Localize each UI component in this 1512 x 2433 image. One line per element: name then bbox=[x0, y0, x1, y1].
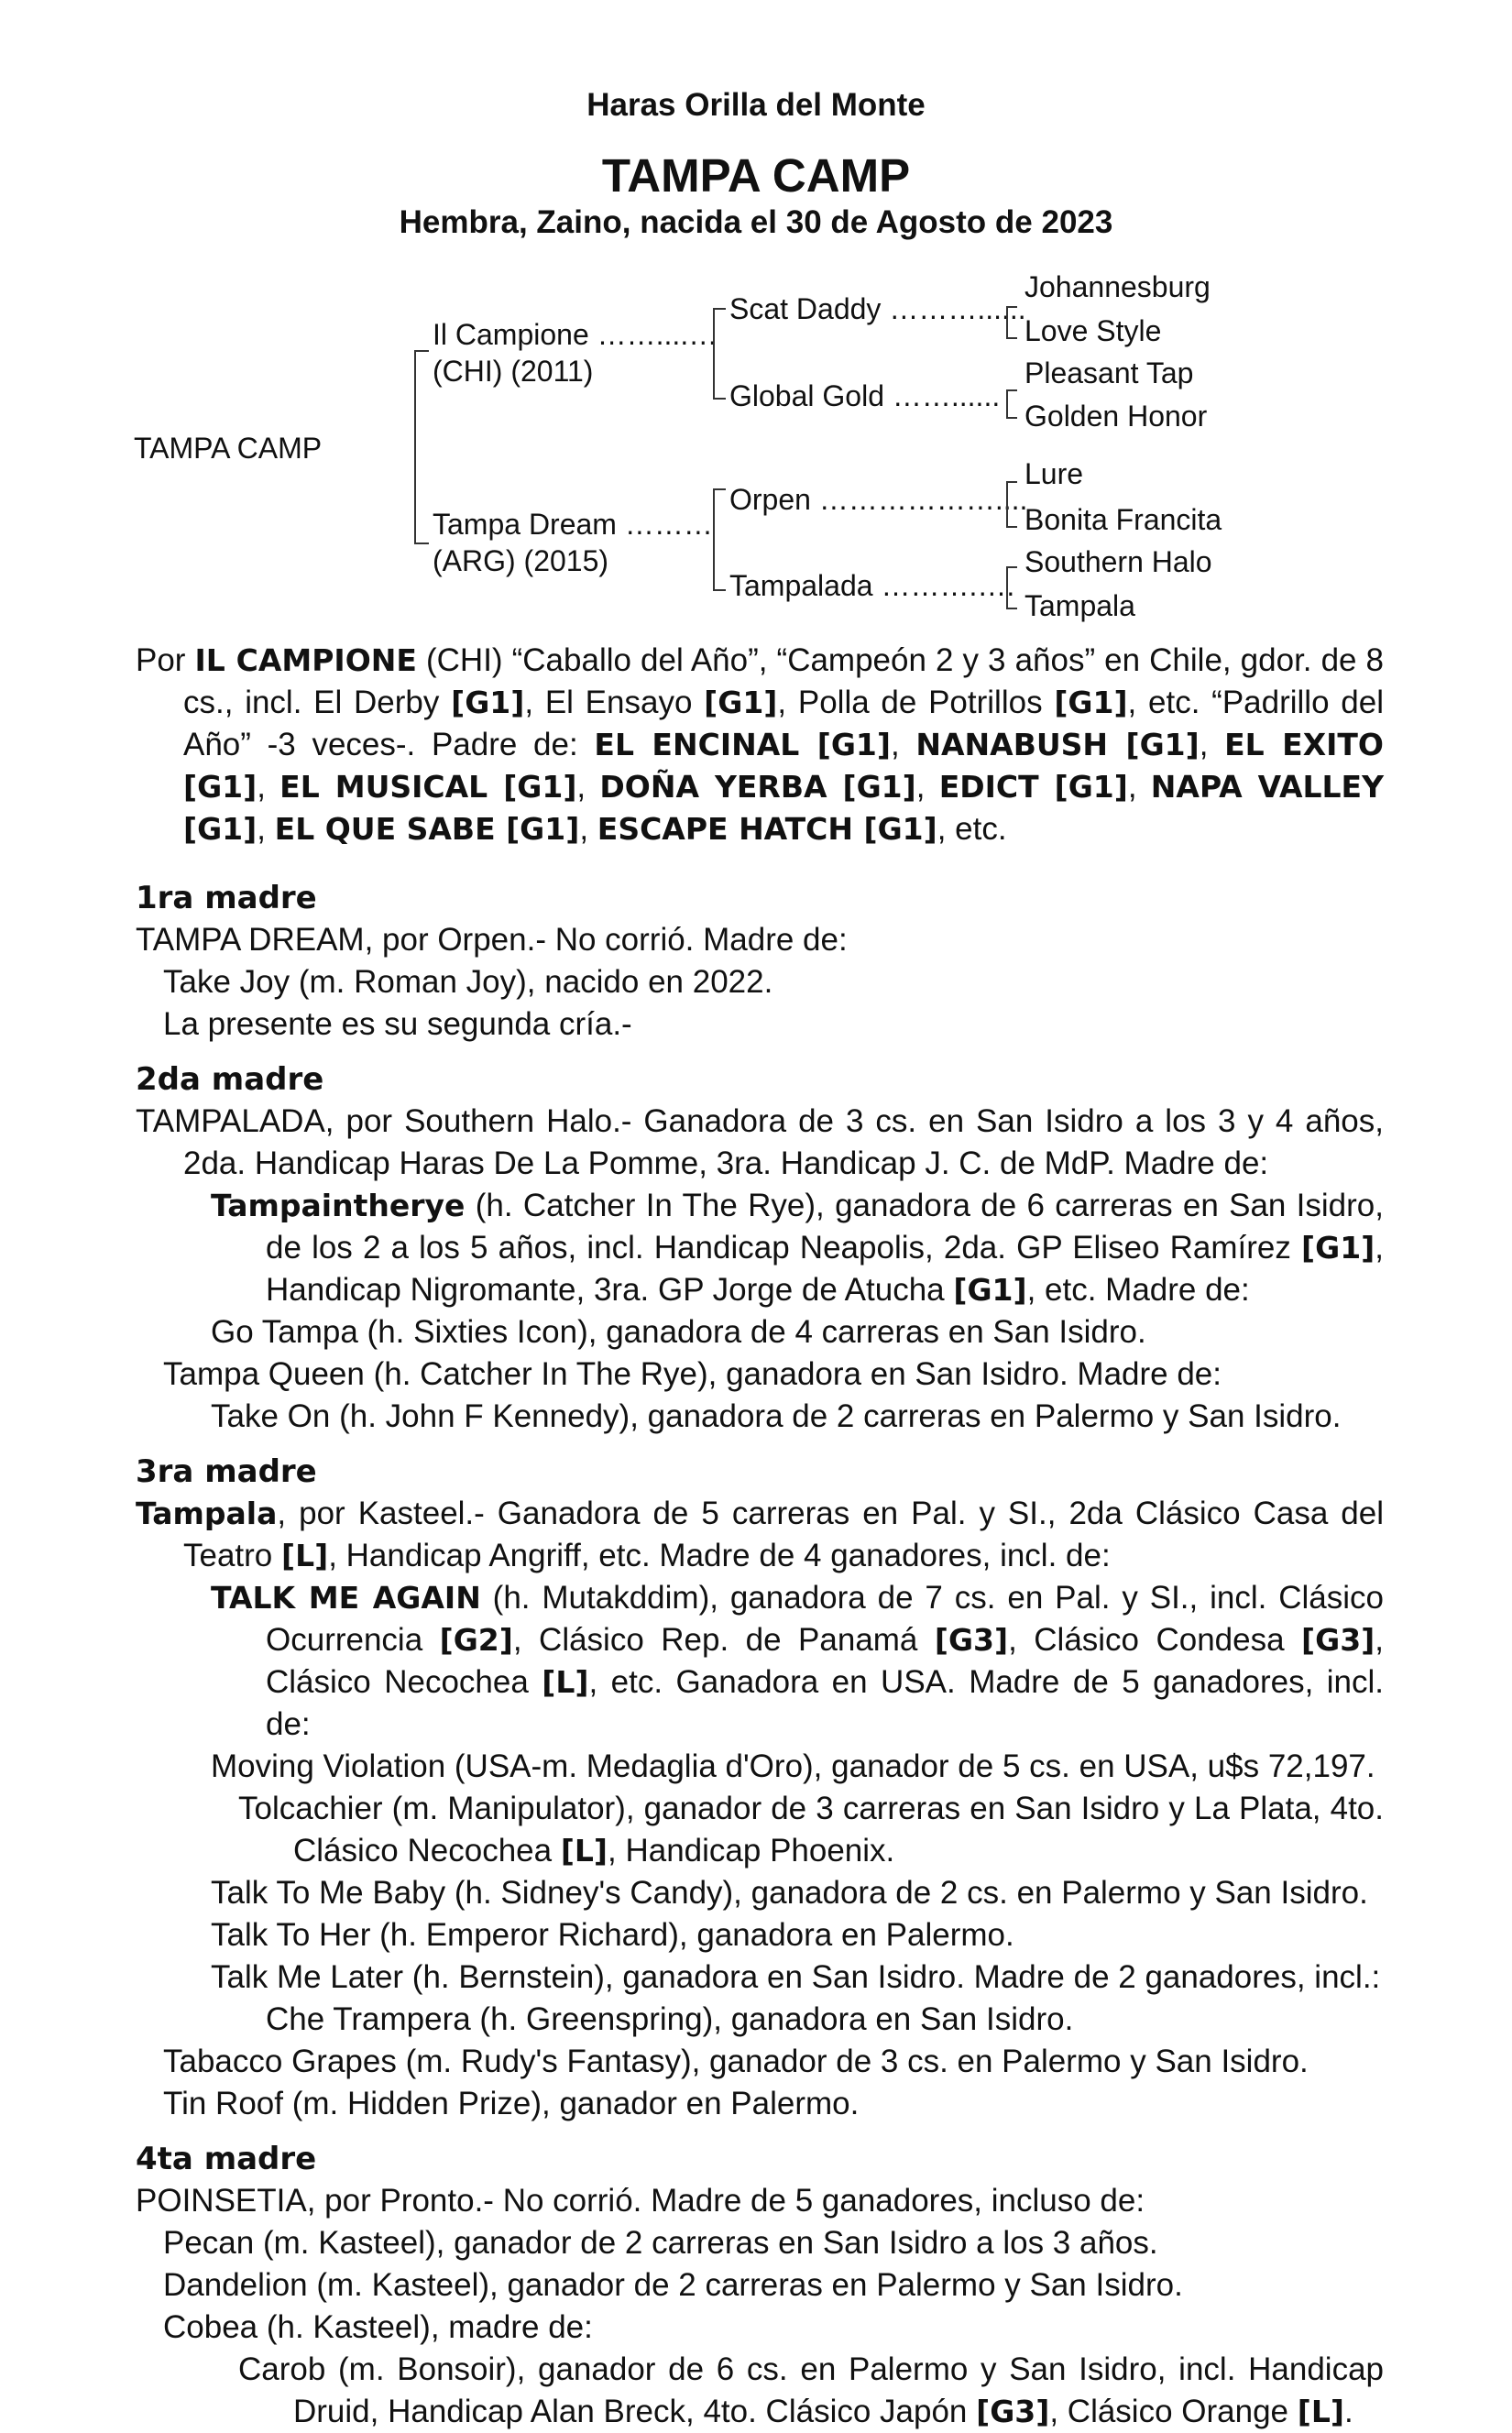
pedigree-ssd: Love Style bbox=[1024, 314, 1162, 347]
fourth-dam-grandproduce: Carob (m. Bonsoir), ganador de 6 cs. en Palermo y San Isidro, incl. Handicap Druid, Handicap Alan Breck, 4to. Clásico Japón [G3], Clásico Orange [L]. bbox=[238, 2351, 1384, 2429]
pedigree-ss: Scat Daddy ………...... bbox=[729, 292, 1026, 325]
farm-name: Haras Orilla del Monte bbox=[586, 87, 926, 123]
sire-paragraph: Por IL CAMPIONE (CHI) “Caballo del Año”, “Campeón 2 y 3 años” en Chile, gdor. de 8 cs., incl. El Derby [G1], El Ensayo [G1], Polla de Potrillos [G1], etc. “Padrillo del Año” -3 veces-. Padre de: EL ENCINAL [G1], NANABUSH [G1], EL EXITO [G1], EL MUSICAL [G1], DOÑA YERBA [G1], EDICT [G1], NAPA VALLEY [G1], EL QUE SABE [G1], ESCAPE HATCH [G1], etc. bbox=[136, 642, 1385, 847]
third-dam-great-grandproduce: Che Trampera (h. Greenspring), ganadora en San Isidro. bbox=[266, 2001, 1074, 2037]
pedigree-dam-origin: (ARG) (2015) bbox=[433, 544, 609, 577]
second-dam-produce-2: Tampa Queen (h. Catcher In The Rye), ganadora en San Isidro. Madre de: bbox=[163, 1356, 1222, 1392]
pedigree-sd: Global Gold ……...... bbox=[729, 379, 1001, 412]
pedigree-sire: Il Campione ……....… bbox=[433, 318, 718, 351]
pedigree-dam: Tampa Dream ……… bbox=[433, 508, 713, 541]
second-dam-grandproduce-2: Take On (h. John F Kennedy), ganadora de 2 carreras en Palermo y San Isidro. bbox=[211, 1398, 1342, 1434]
pedigree-sdd: Golden Honor bbox=[1024, 400, 1208, 433]
pedigree-sss: Johannesburg bbox=[1024, 270, 1211, 303]
pedigree-ds: Orpen ……………….... bbox=[729, 483, 1028, 516]
sire-section bbox=[136, 640, 1384, 850]
third-dam-grandproduce-4: Talk To Her (h. Emperor Richard), ganadora en Palermo. bbox=[211, 1917, 1014, 1953]
bracket-dam-parents bbox=[713, 488, 726, 591]
first-dam-line: TAMPA DREAM, por Orpen.- No corrió. Madre de: bbox=[136, 922, 848, 958]
third-dam-heading: 3ra madre bbox=[136, 1453, 317, 1490]
third-dam-produce-2: Tabacco Grapes (m. Rudy's Fantasy), ganador de 3 cs. en Palermo y San Isidro. bbox=[163, 2044, 1309, 2079]
second-dam-line: TAMPALADA, por Southern Halo.- Ganadora de 3 cs. en San Isidro a los 3 y 4 años, 2da. Handicap Haras De La Pomme, 3ra. Handicap J. C. de MdP. Madre de: bbox=[136, 1103, 1384, 1181]
pedigree-dsd: Bonita Francita bbox=[1024, 503, 1222, 536]
fourth-dam-produce-1: Pecan (m. Kasteel), ganador de 2 carreras en San Isidro a los 3 años. bbox=[163, 2225, 1158, 2261]
pedigree-dss: Lure bbox=[1024, 457, 1084, 490]
second-dam-heading: 2da madre bbox=[136, 1061, 324, 1098]
second-dam-grandproduce: Go Tampa (h. Sixties Icon), ganadora de 4 carreras en San Isidro. bbox=[211, 1314, 1146, 1350]
pedigree-sds: Pleasant Tap bbox=[1024, 356, 1194, 389]
family-sections bbox=[136, 864, 1384, 2433]
third-dam-grandproduce-5: Talk Me Later (h. Bernstein), ganadora en San Isidro. Madre de 2 ganadores, incl.: bbox=[211, 1959, 1381, 1995]
first-dam-produce: Take Joy (m. Roman Joy), nacido en 2022. bbox=[163, 964, 773, 1000]
fourth-dam-line: POINSETIA, por Pronto.- No corrió. Madre de 5 ganadores, incluso de: bbox=[136, 2183, 1145, 2219]
second-dam-produce: Tampaintherye (h. Catcher In The Rye), ganadora de 6 carreras en San Isidro, de los 2 a los 5 años, incl. Handicap Neapolis, 2da. GP Eliseo Ramírez [G1], Handicap Nigromante, 3ra. GP Jorge de Atucha [G1], etc. Madre de: bbox=[211, 1188, 1384, 1308]
first-dam-note: La presente es su segunda cría.- bbox=[163, 1006, 632, 1042]
pedigree-sire-origin: (CHI) (2011) bbox=[433, 355, 594, 388]
bracket-sire-parents bbox=[713, 308, 726, 400]
sire-name: IL CAMPIONE bbox=[194, 642, 417, 678]
fourth-dam-produce-3: Cobea (h. Kasteel), madre de: bbox=[163, 2309, 593, 2345]
pedigree-subject: TAMPA CAMP bbox=[134, 432, 323, 465]
pedigree-dds: Southern Halo bbox=[1024, 545, 1212, 578]
bracket-parents bbox=[414, 350, 429, 544]
fourth-dam-produce-2: Dandelion (m. Kasteel), ganador de 2 carreras en Palermo y San Isidro. bbox=[163, 2267, 1183, 2303]
third-dam-grandproduce-1: Moving Violation (USA-m. Medaglia d'Oro), ganador de 5 cs. en USA, u$s 72,197. bbox=[211, 1748, 1375, 1784]
third-dam-produce-3: Tin Roof (m. Hidden Prize), ganador en Palermo. bbox=[163, 2086, 860, 2121]
third-dam-grandproduce-2: Tolcachier (m. Manipulator), ganador de 3 carreras en San Isidro y La Plata, 4to. Clásico Necochea [L], Handicap Phoenix. bbox=[238, 1791, 1384, 1869]
first-dam-heading: 1ra madre bbox=[136, 880, 317, 916]
fourth-dam-heading: 4ta madre bbox=[136, 2141, 317, 2177]
pedigree-ddd: Tampala bbox=[1024, 589, 1135, 622]
third-dam-line: Tampala, por Kasteel.- Ganadora de 5 carreras en Pal. y SI., 2da Clásico Casa del Teatro [L], Handicap Angriff, etc. Madre de 4 ganadores, incl. de: bbox=[136, 1496, 1384, 1573]
third-dam-grandproduce-3: Talk To Me Baby (h. Sidney's Candy), ganadora de 2 cs. en Palermo y San Isidro. bbox=[211, 1875, 1368, 1911]
pedigree-dd: Tampalada ……….…. bbox=[729, 569, 1015, 602]
horse-title: TAMPA CAMP bbox=[601, 149, 911, 202]
horse-description: Hembra, Zaino, nacida el 30 de Agosto de 2023 bbox=[399, 204, 1113, 240]
third-dam-produce: TALK ME AGAIN (h. Mutakddim), ganadora de 7 cs. en Pal. y SI., incl. Clásico Ocurrencia [G2], Clásico Rep. de Panamá [G3], Clásico Condesa [G3], Clásico Necochea [L], etc. Ganadora en USA. Madre de 5 ganadores, incl. de: bbox=[211, 1580, 1384, 1742]
